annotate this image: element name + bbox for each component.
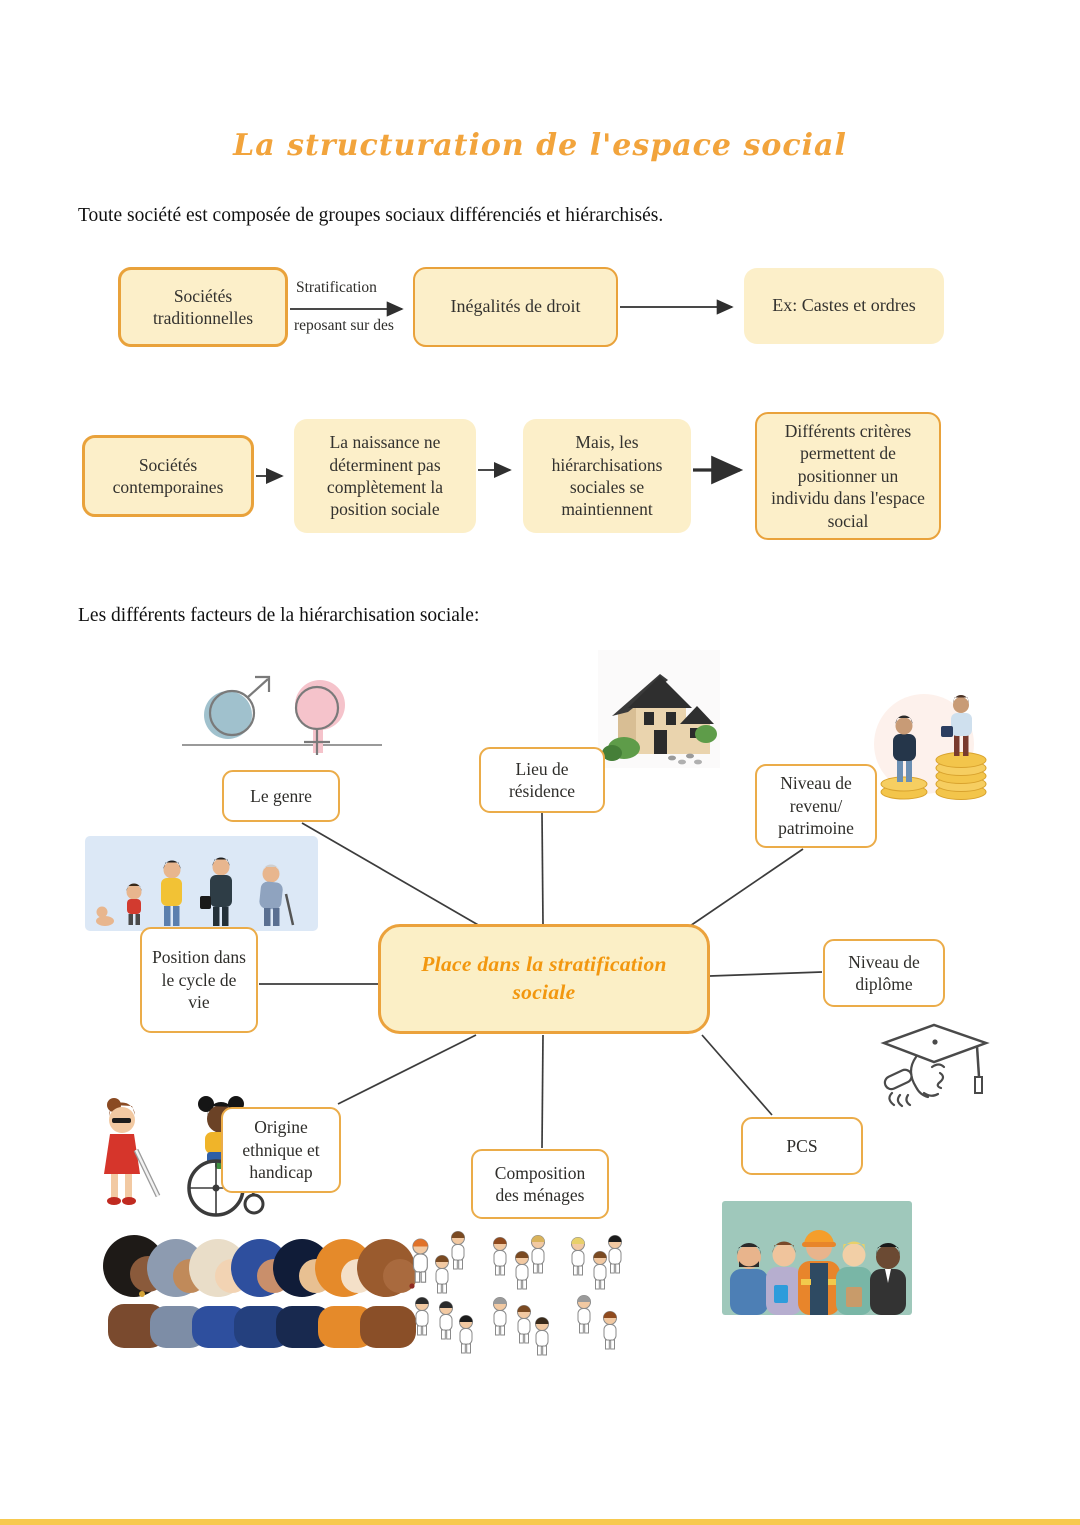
spoke-residence (542, 813, 543, 924)
female-symbol-icon (295, 680, 345, 755)
branch-origine-handicap: Origine ethnique et handicap (221, 1107, 341, 1193)
family-group-4 (416, 1298, 473, 1354)
worker-construction (798, 1230, 840, 1315)
node-differents-criteres: Différents critères permettent de positionner un individu dans l'espace social (755, 412, 941, 540)
branch-pcs: PCS (741, 1117, 863, 1175)
branch-cycle-de-vie: Position dans le cycle de vie (140, 927, 258, 1033)
branch-niveau-diplome: Niveau de diplôme (823, 939, 945, 1007)
graduate-diploma-illustration (866, 1015, 1002, 1113)
spoke-origine (338, 1035, 476, 1104)
node-societes-traditionnelles: Sociétés traditionnelles (118, 267, 288, 347)
short-coin-stack (881, 777, 927, 799)
branch-lieu-residence: Lieu de résidence (479, 747, 605, 813)
node-hierarchisations: Mais, les hiérarchisations sociales se maintiennent (523, 419, 691, 533)
diverse-profiles-illustration (98, 1216, 423, 1348)
intro-text: Toute société est composée de groupes sociaux différenciés et hiérarchisés. (78, 205, 664, 226)
spoke-menages (542, 1035, 543, 1148)
node-naissance: La naissance ne déterminent pas complètement la position sociale (294, 419, 476, 533)
tall-coin-stack (936, 753, 986, 800)
wealth-coin-stacks-illustration (872, 688, 997, 806)
professions-illustration (722, 1201, 912, 1315)
graduate-face-sketch (911, 1057, 944, 1097)
branch-niveau-revenu: Niveau de revenu/ patrimoine (755, 764, 877, 848)
diploma-roll-icon (883, 1068, 914, 1106)
edge-label-reposant: reposant sur des (294, 317, 394, 334)
node-societes-contemporaines: Sociétés contemporaines (82, 435, 254, 517)
spoke-diplome (710, 972, 822, 976)
node-ex-castes-ordres: Ex: Castes et ordres (744, 268, 944, 344)
branch-le-genre: Le genre (222, 770, 340, 822)
gender-symbols-illustration (180, 665, 385, 760)
spoke-pcs (702, 1035, 772, 1115)
node-inegalites-de-droit: Inégalités de droit (413, 267, 618, 347)
family-group-5 (494, 1298, 549, 1356)
page-bottom-divider (0, 1519, 1080, 1525)
edge-label-stratification: Stratification (296, 279, 377, 296)
girl-with-white-cane (104, 1098, 158, 1205)
mindmap-center-node: Place dans la stratification sociale (378, 924, 710, 1034)
life-cycle-illustration (85, 836, 318, 931)
family-group-1 (413, 1232, 465, 1294)
spoke-genre (302, 823, 480, 926)
family-group-6 (578, 1296, 617, 1350)
factors-heading: Les différents facteurs de la hiérarchisation sociale: (78, 605, 480, 626)
spoke-revenu (690, 849, 803, 926)
family-group-2 (494, 1236, 545, 1290)
male-symbol-icon (204, 677, 269, 739)
page-title: La structuration de l'espace social (233, 128, 847, 163)
branch-composition-menages: Composition des ménages (471, 1149, 609, 1219)
family-compositions-illustration (402, 1227, 634, 1361)
family-group-3 (572, 1236, 622, 1290)
house-illustration (598, 650, 720, 768)
